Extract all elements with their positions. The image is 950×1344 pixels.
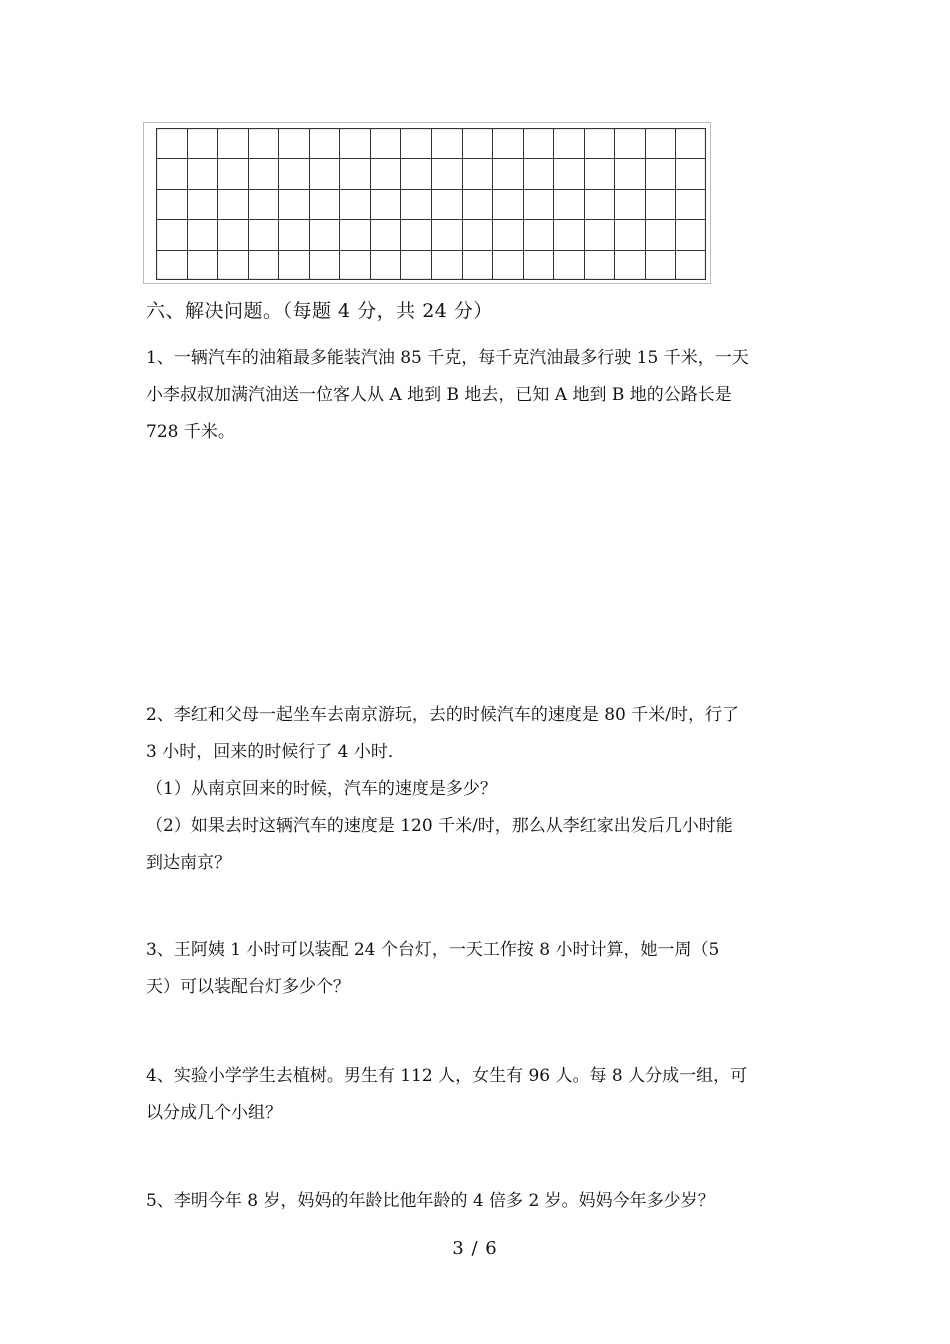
page-number: 3 / 6 [452,1238,498,1259]
writing-grid [156,128,706,280]
section-title: 六、解决问题。（每题 4 分，共 24 分） [146,300,493,322]
question-line: 728 千米。 [146,422,235,442]
question-line: 2、李红和父母一起坐车去南京游玩，去的时候汽车的速度是 80 千米/时，行了 [146,705,739,725]
question-line: 4、实验小学学生去植树。男生有 112 人，女生有 96 人。每 8 人分成一组，可 [146,1066,748,1086]
question-line: 3、王阿姨 1 小时可以装配 24 个台灯，一天工作按 8 小时计算，她一周（5 [146,940,720,960]
question-5 [146,1183,826,1220]
question-2 [146,697,826,882]
question-line: 3 小时，回来的时候行了 4 小时． [146,742,405,762]
sub-question: （2）如果去时这辆汽车的速度是 120 千米/时，那么从李红家出发后几小时能 [146,816,733,836]
question-4 [146,1058,826,1132]
question-1 [146,340,826,451]
question-line: 到达南京？ [146,853,231,873]
question-line: 1、一辆汽车的油箱最多能装汽油 85 千克，每千克汽油最多行驶 15 千米，一天 [146,348,749,368]
question-line: 以分成几个小组？ [146,1103,282,1123]
sub-question: （1）从南京回来的时候，汽车的速度是多少？ [146,779,497,799]
question-line: 5、李明今年 8 岁，妈妈的年龄比他年龄的 4 倍多 2 岁。妈妈今年多少岁？ [146,1191,715,1211]
question-line: 小李叔叔加满汽油送一位客人从 A 地到 B 地去，已知 A 地到 B 地的公路长是 [146,385,732,405]
question-line: 天）可以装配台灯多少个？ [146,977,350,997]
question-3 [146,932,826,1006]
writing-grid-frame [143,122,711,284]
